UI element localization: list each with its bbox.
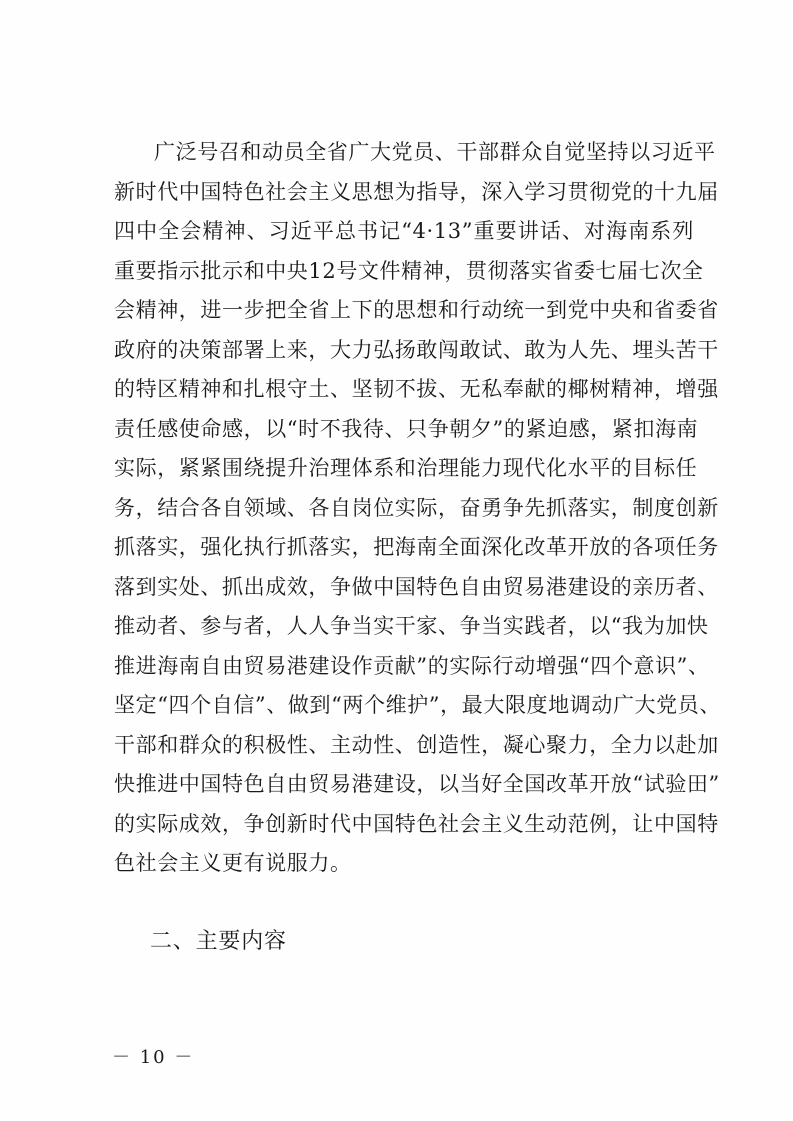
- paragraph-line: 广泛号召和动员全省广大党员、干部群众自觉坚持以习近平: [154, 140, 716, 164]
- paragraph-line: 新时代中国特色社会主义思想为指导，深入学习贯彻党的十九届: [114, 179, 719, 204]
- paragraph-line: 干部和群众的积极性、主动性、创造性，凝心聚力，全力以赴加: [114, 732, 719, 757]
- paragraph-line: 推进海南自由贸易港建设作贡献”的实际行动增强“四个意识”、: [114, 653, 710, 678]
- body-paragraph: [114, 133, 721, 884]
- paragraph-line: 实际，紧紧围绕提升治理体系和治理能力现代化水平的目标任: [114, 456, 698, 480]
- paragraph-line-last: 色社会主义更有说服力。: [114, 851, 352, 875]
- paragraph-line: 责任感使命感，以“时不我待、只争朝夕”的紧迫感，紧扣海南: [114, 416, 699, 441]
- paragraph-line: 推动者、参与者，人人争当实干家、争当实践者，以“我为加快: [114, 614, 709, 638]
- paragraph-line: 快推进中国特色自由贸易港建设，以当好全国改革开放“试验田”: [114, 772, 720, 796]
- paragraph-line: 会精神，进一步把全省上下的思想和行动统一到党中央和省委省: [114, 298, 719, 322]
- paragraph-line: 抓落实，强化执行抓落实，把海南全面深化改革开放的各项任务: [114, 535, 719, 559]
- paragraph-line: 重要指示批示和中央12号文件精神，贯彻落实省委七届七次全: [114, 258, 704, 283]
- paragraph-line: 务，结合各自领域、各自岗位实际，奋勇争先抓落实，制度创新: [114, 495, 719, 520]
- paragraph-line: 的实际成效，争创新时代中国特色社会主义生动范例，让中国特: [114, 811, 719, 836]
- paragraph-line: 四中全会精神、习近平总书记“4·13”重要讲话、对海南系列: [114, 219, 694, 243]
- paragraph-line: 落到实处、抓出成效，争做中国特色自由贸易港建设的亲历者、: [114, 574, 719, 599]
- paragraph-line: 坚定“四个自信”、做到“两个维护”，最大限度地调动广大党员、: [114, 693, 721, 717]
- page-number: － 10 －: [112, 1047, 195, 1068]
- paragraph-line: 的特区精神和扎根守土、坚韧不拔、无私奉献的椰树精神，增强: [114, 377, 719, 401]
- paragraph-line: 政府的决策部署上来，大力弘扬敢闯敢试、敢为人先、埋头苦干: [114, 337, 719, 362]
- section-heading: 二、主要内容: [150, 929, 287, 954]
